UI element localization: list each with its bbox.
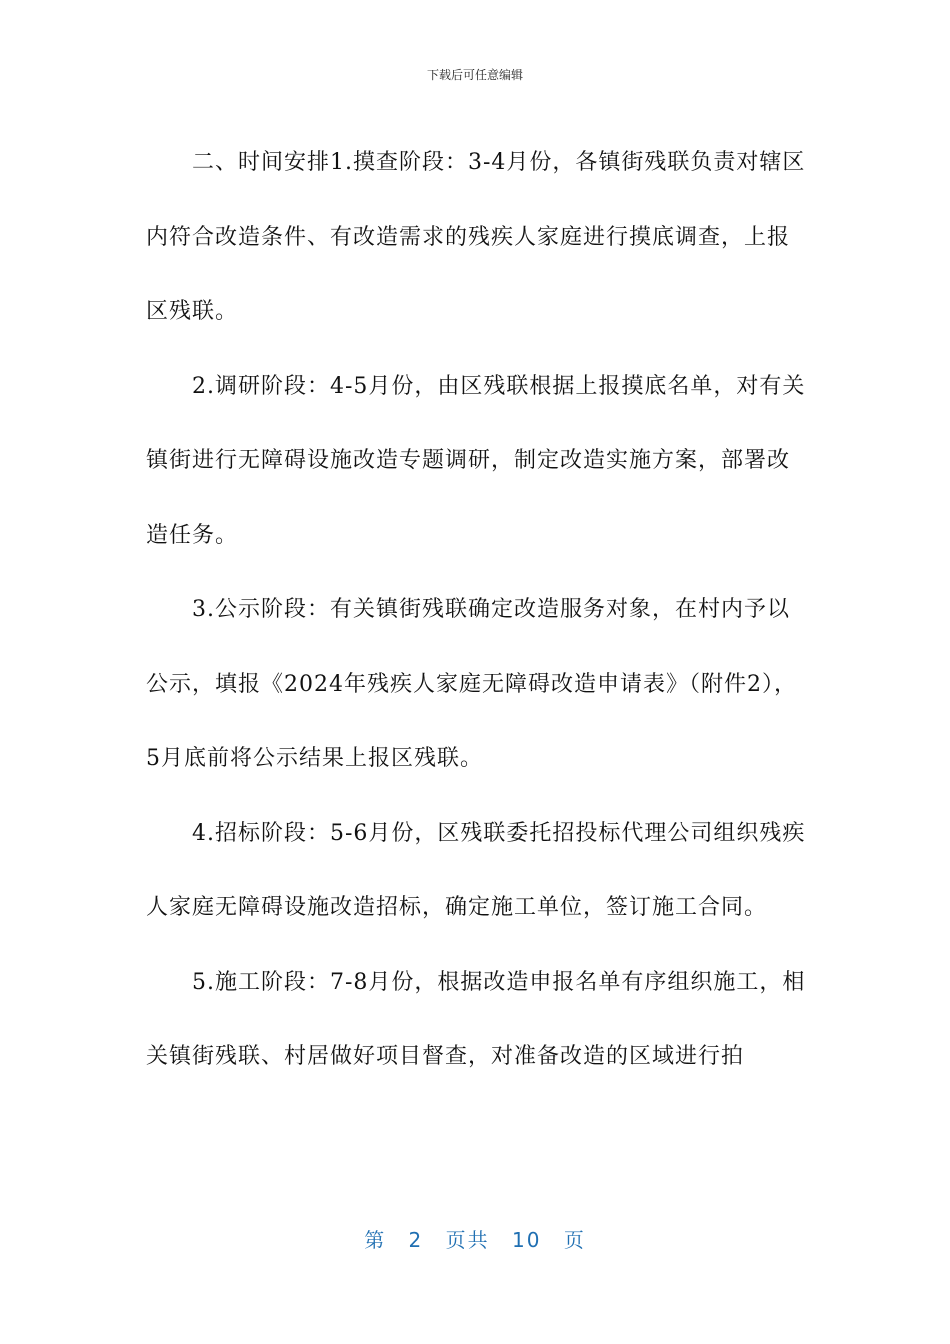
document-body bbox=[146, 126, 806, 1095]
footer-page-total: 10 bbox=[512, 1228, 542, 1252]
footer-page-current: 2 bbox=[408, 1228, 424, 1252]
paragraph-research-stage: 2.调研阶段：4-5月份，由区残联根据上报摸底名单，对有关镇街进行无障碍设施改造专题调研，制定改造实施方案，部署改造任务。 bbox=[146, 373, 806, 548]
footer-page-middle: 页共 bbox=[445, 1228, 490, 1252]
paragraph-construction-stage: 5.施工阶段：7-8月份，根据改造申报名单有序组织施工，相关镇街残联、村居做好项目督查，对准备改造的区域进行拍 bbox=[146, 969, 806, 1069]
paragraph-publicity-stage: 3.公示阶段：有关镇街残联确定改造服务对象，在村内予以公示，填报《2024年残疾人家庭无障碍改造申请表》（附件2），5月底前将公示结果上报区残联。 bbox=[146, 597, 797, 771]
page-footer bbox=[0, 1224, 950, 1253]
paragraph-schedule-survey: 二、时间安排1.摸查阶段：3-4月份，各镇街残联负责对辖区内符合改造条件、有改造需求的残疾人家庭进行摸底调查，上报区残联。 bbox=[146, 150, 806, 324]
paragraph-bidding-stage: 4.招标阶段：5-6月份，区残联委托招投标代理公司组织残疾人家庭无障碍设施改造招标，确定施工单位，签订施工合同。 bbox=[146, 820, 806, 920]
header-note: 下载后可任意编辑 bbox=[426, 68, 523, 82]
footer-page-prefix: 第 bbox=[364, 1228, 387, 1252]
footer-page-suffix: 页 bbox=[563, 1228, 586, 1252]
